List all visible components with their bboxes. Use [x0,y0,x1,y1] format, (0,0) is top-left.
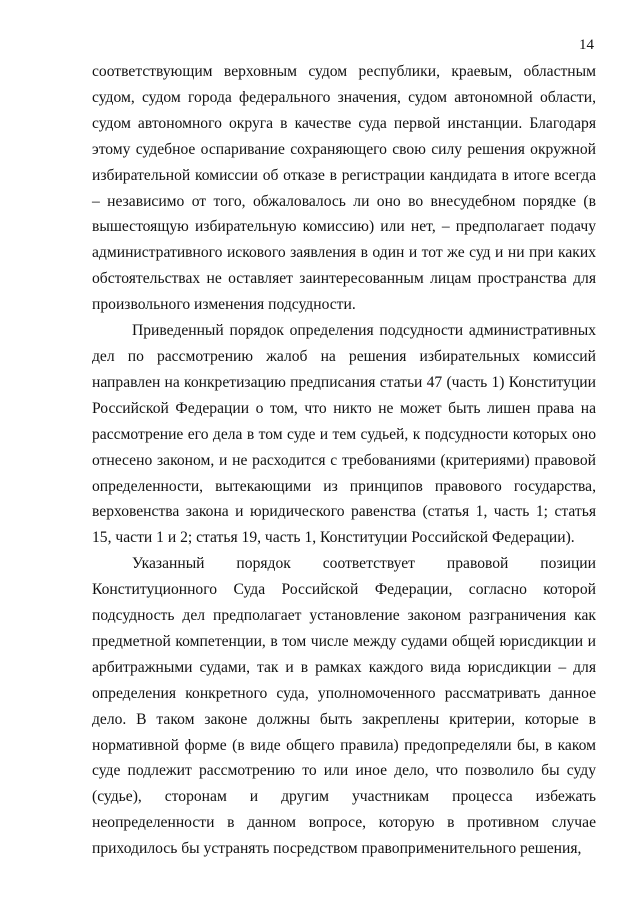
body-text [92,59,596,862]
page-number: 14 [579,37,594,53]
paragraph: Приведенный порядок определения подсудности административных дел по рассмотрению жалоб на решения избирательных комиссий направлен на конкретизацию предписания статьи 47 (часть 1) Конституции Российской Федерации о том, что никто не может быть лишен права на рассмотрение его дела в том суде и тем судьей, к подсудности которых оно отнесено законом, и не расходится с требованиями (критериями) правовой определенности, вытекающими из принципов правового государства, верховенства закона и юридического равенства (статья 1, часть 1; статья 15, части 1 и 2; статья 19, часть 1, Конституции Российской Федерации). [92,322,596,547]
paragraph: Указанный порядок соответствует правовой позиции Конституционного Суда Российской Федерации, согласно которой подсудность дел предполагает установление законом разграничения как предметной компетенции, в том числе между судами общей юрисдикции и арбитражными судами, так и в рамках каждого вида юрисдикции – для определения конкретного суда, уполномоченного рассматривать данное дело. В таком законе должны быть закреплены критерии, которые в нормативной форме (в виде общего правила) предопределяли бы, в каком суде подлежит рассмотрению то или иное дело, что позволило бы суду (судье), сторонам и другим участникам процесса избежать неопределенности в данном вопросе, которую в противном случае приходилось бы устранять посредством правоприменительного решения, [92,555,596,858]
paragraph: соответствующим верховным судом республики, краевым, областным судом, судом города федерального значения, судом автономной области, судом автономного округа в качестве суда первой инстанции. Благодаря этому судебное оспаривание сохраняющего свою силу решения окружной избирательной комиссии об отказе в регистрации кандидата в итоге всегда – независимо от того, обжаловалось ли оно во внесудебном порядке (в вышестоящую избирательную комиссию) или нет, – предполагает подачу административного искового заявления в один и тот же суд и ни при каких обстоятельствах не оставляет заинтересованным лицам пространства для произвольного изменения подсудности. [92,63,596,314]
